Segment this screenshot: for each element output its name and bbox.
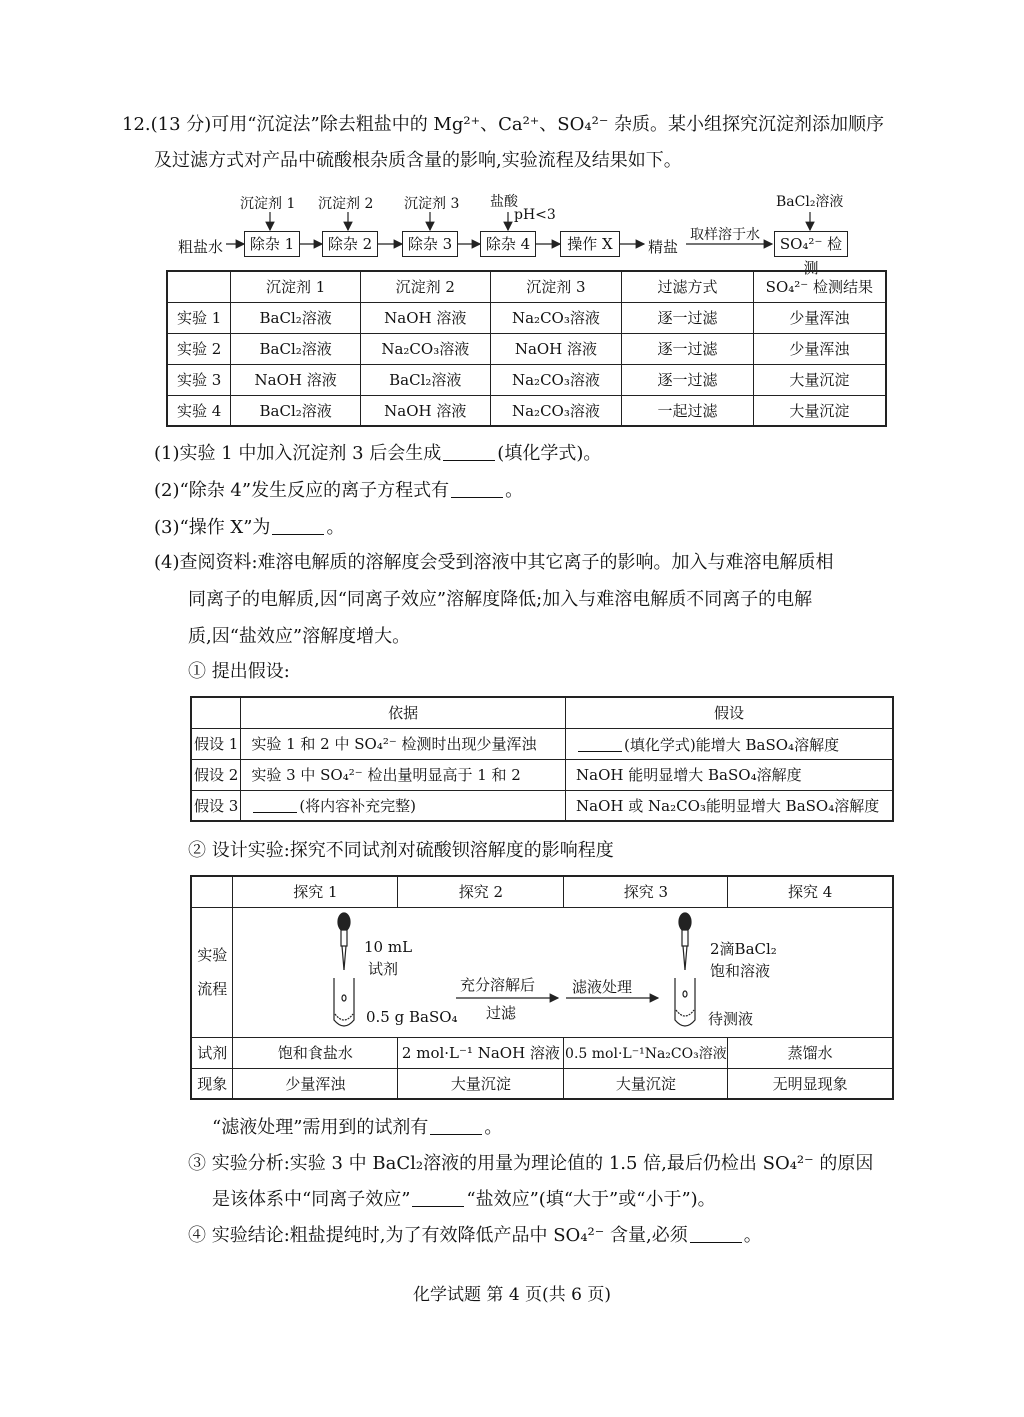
hypothesis-text: (填化学式)能增大 BaSO₄溶解度 <box>624 735 840 754</box>
table-cell: NaOH 溶液 <box>490 333 622 364</box>
answer-blank[interactable] <box>430 1116 482 1135</box>
results-header: 沉淀剂 2 <box>360 271 490 302</box>
experiment-header: 探究 1 <box>233 876 398 907</box>
diagram-volume: 10 mL <box>364 938 413 956</box>
q4-line-2: 同离子的电解质,因“同离子效应”溶解度降低;加入与难溶电解质不同离子的电解 <box>188 589 813 610</box>
q4-line-3: 质,因“盐效应”溶解度增大。 <box>188 626 411 647</box>
q4-sub-3-line-1: ③ 实验分析:实验 3 中 BaCl₂溶液的用量为理论值的 1.5 倍,最后仍检出 SO₄²⁻ 的原因 <box>188 1153 874 1174</box>
table-cell: 实验 4 <box>167 395 231 426</box>
q3-text: (3)“操作 X”为 <box>154 517 271 538</box>
flow-step-3: 除杂 3 <box>402 231 458 257</box>
table-cell: 大量沉淀 <box>753 364 886 395</box>
diagram-reagent: 试剂 <box>368 960 399 978</box>
flow-label-2: 流程 <box>197 980 228 998</box>
test-tube-icon <box>675 978 695 1026</box>
table-cell: 假设 2 <box>191 759 241 790</box>
table-cell: NaOH 能明显增大 BaSO₄溶解度 <box>566 759 893 790</box>
q2-text: (2)“除杂 4”发生反应的离子方程式有 <box>154 480 450 501</box>
hypothesis-header: 依据 <box>241 697 566 728</box>
table-cell: 少量浑浊 <box>753 333 886 364</box>
sub3-suffix: “盐效应”(填“大于”或“小于”)。 <box>466 1189 716 1210</box>
table-cell: NaOH 溶液 <box>360 302 490 333</box>
results-header: 过滤方式 <box>622 271 753 302</box>
answer-blank[interactable] <box>412 1188 464 1207</box>
q-filtrate-text: “滤液处理”需用到的试剂有 <box>212 1117 429 1138</box>
table-cell: 少量浑浊 <box>233 1068 398 1099</box>
table-cell: 实验 3 <box>167 364 231 395</box>
dropper-icon <box>338 913 350 970</box>
q4-sub-2: ② 设计实验:探究不同试剂对硫酸钡溶解度的影响程度 <box>188 840 614 861</box>
flow-start: 粗盐水 <box>178 238 224 256</box>
q2-suffix: 。 <box>505 480 524 501</box>
q1-text: (1)实验 1 中加入沉淀剂 3 后会生成 <box>154 443 442 464</box>
results-header: 沉淀剂 1 <box>231 271 361 302</box>
flow-detect: SO₄²⁻ 检测 <box>774 231 848 257</box>
q4-line-1: (4)查阅资料:难溶电解质的溶解度会受到溶液中其它离子的影响。加入与难溶电解质相 <box>154 552 834 573</box>
flow-product: 精盐 <box>648 238 679 256</box>
q4-sub-1: ① 提出假设: <box>188 661 290 682</box>
flow-input-2: 沉淀剂 2 <box>318 196 374 212</box>
table-cell: 逐一过滤 <box>622 302 753 333</box>
experiment-header: 探究 2 <box>398 876 564 907</box>
flow-label-1: 实验 <box>197 946 228 964</box>
flow-ph: pH<3 <box>514 207 556 223</box>
q-filtrate <box>212 1115 502 1141</box>
sub4-suffix: 。 <box>743 1225 762 1246</box>
diagram-sample: 待测液 <box>708 1010 754 1028</box>
flow-step-4: 除杂 4 <box>480 231 536 257</box>
flow-input-3: 沉淀剂 3 <box>404 196 460 212</box>
table-cell: 逐一过滤 <box>622 333 753 364</box>
flow-input-4: 盐酸 <box>490 194 518 210</box>
table-cell: 实验 3 中 SO₄²⁻ 检出量明显高于 1 和 2 <box>241 759 566 790</box>
table-cell: 大量沉淀 <box>564 1068 728 1099</box>
test-tube-icon <box>334 978 354 1026</box>
table-cell: 大量沉淀 <box>753 395 886 426</box>
table-cell: 假设 3 <box>191 790 241 821</box>
table-cell: 实验 1 和 2 中 SO₄²⁻ 检测时出现少量浑浊 <box>241 728 566 759</box>
table-cell: Na₂CO₃溶液 <box>490 395 622 426</box>
diagram-step-2: 滤液处理 <box>572 978 633 996</box>
table-cell: 实验 1 <box>167 302 231 333</box>
table-cell: 试剂 <box>191 1037 233 1068</box>
table-cell: 无明显现象 <box>728 1068 893 1099</box>
table-cell: 实验 2 <box>167 333 231 364</box>
results-header: SO₄²⁻ 检测结果 <box>753 271 886 302</box>
diagram-mass: 0.5 g BaSO₄ <box>366 1008 458 1026</box>
table-cell: 蒸馏水 <box>728 1037 893 1068</box>
flow-input-1: 沉淀剂 1 <box>240 196 296 212</box>
table-cell: 现象 <box>191 1068 233 1099</box>
table-cell: NaOH 或 Na₂CO₃能明显增大 BaSO₄溶解度 <box>566 790 893 821</box>
flow-sample: 取样溶于水 <box>690 227 760 243</box>
experiment-header: 探究 3 <box>564 876 728 907</box>
table-cell: Na₂CO₃溶液 <box>490 302 622 333</box>
q3-suffix: 。 <box>326 517 345 538</box>
table-cell: BaCl₂溶液 <box>360 364 490 395</box>
results-header: 沉淀剂 3 <box>490 271 622 302</box>
table-cell: BaCl₂溶液 <box>231 395 361 426</box>
diagram-drop-2: 饱和溶液 <box>710 962 771 980</box>
table-cell: 少量浑浊 <box>753 302 886 333</box>
table-cell: 一起过滤 <box>622 395 753 426</box>
answer-blank[interactable] <box>690 1224 742 1243</box>
sub3-text: 是该体系中“同离子效应” <box>212 1189 411 1210</box>
page-footer: 化学试题 第 4 页(共 6 页) <box>413 1285 611 1305</box>
sub4-text: ④ 实验结论:粗盐提纯时,为了有效降低产品中 SO₄²⁻ 含量,必须 <box>188 1225 688 1246</box>
basis-text: (将内容补充完整) <box>299 797 417 816</box>
table-cell: 饱和食盐水 <box>233 1037 398 1068</box>
q1-suffix: (填化学式)。 <box>497 443 602 464</box>
table-cell: BaCl₂溶液 <box>231 302 361 333</box>
diagram-drop-1: 2滴BaCl₂ <box>710 940 777 958</box>
experiment-header: 探究 4 <box>728 876 893 907</box>
flow-step-2: 除杂 2 <box>322 231 378 257</box>
table-cell: 大量沉淀 <box>398 1068 564 1099</box>
table-cell: 逐一过滤 <box>622 364 753 395</box>
table-cell: NaOH 溶液 <box>231 364 361 395</box>
q4-sub-4 <box>188 1223 762 1249</box>
flow-reagent: BaCl₂溶液 <box>776 194 844 210</box>
q4-sub-3-line-2 <box>212 1187 716 1213</box>
dropper-icon <box>679 913 691 970</box>
table-cell: 2 mol·L⁻¹ NaOH 溶液 <box>398 1037 564 1068</box>
q-filtrate-suffix: 。 <box>484 1117 503 1138</box>
diagram-step-1-top: 充分溶解后 <box>460 976 536 994</box>
table-cell: BaCl₂溶液 <box>231 333 361 364</box>
diagram-step-1-bottom: 过滤 <box>486 1004 517 1022</box>
hypothesis-header: 假设 <box>566 697 893 728</box>
flow-step-x: 操作 X <box>560 231 620 257</box>
table-cell: 0.5 mol·L⁻¹Na₂CO₃溶液 <box>564 1037 728 1068</box>
table-cell: Na₂CO₃溶液 <box>490 364 622 395</box>
question-line-2: 及过滤方式对产品中硫酸根杂质含量的影响,实验流程及结果如下。 <box>154 150 682 171</box>
table-cell: NaOH 溶液 <box>360 395 490 426</box>
table-cell: 假设 1 <box>191 728 241 759</box>
question-line-1: 12.(13 分)可用“沉淀法”除去粗盐中的 Mg²⁺、Ca²⁺、SO₄²⁻ 杂质。某小组探究沉淀剂添加顺序 <box>122 114 885 135</box>
flow-step-1: 除杂 1 <box>244 231 300 257</box>
table-cell: Na₂CO₃溶液 <box>360 333 490 364</box>
